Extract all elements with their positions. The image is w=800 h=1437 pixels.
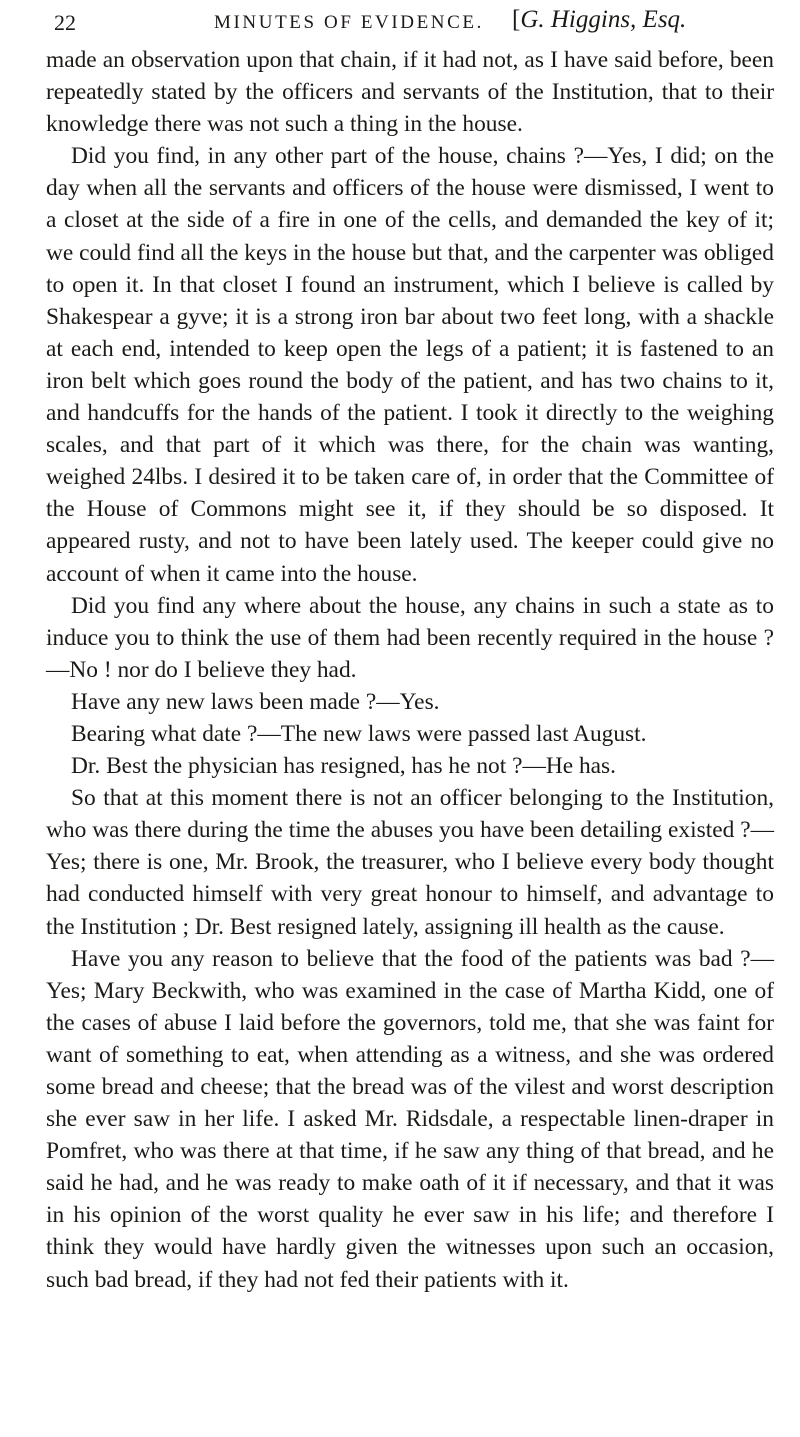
running-head (46, 6, 774, 44)
paragraph: Bearing what date ?—The new laws were passed last August. (71, 720, 647, 747)
body-text (46, 44, 774, 1296)
running-title: MINUTES OF EVIDENCE. (214, 12, 484, 33)
paragraph: Did you find, in any other part of the house, chains ?—Yes, I did; on the day when all the servants and officers of the house were dismissed, I went to a closet at the side of a fire in one of the cells, and demanded the key of it; we could find all the keys in the house but that, and the carpenter was obliged to open it. In that closet I found an instrument, which I believe is called by Shakespear a gyve; it is a strong iron bar about two feet long, with a shackle at each end, intended to keep open the legs of a patient; it is fastened to an iron belt which goes round the body of the patient, and has two chains to it, and handcuffs for the hands of the patient. I took it directly to the weighing scales, and that part of it which was there, for the chain was wanting, weighed 24lbs. I desired it to be taken care of, in order that the Committee of the House of Commons might see it, if they should be so disposed. It appeared rusty, and not to have been lately used. The keeper could give no account of when it came into the house. (46, 143, 774, 587)
witness-bracket: [ (512, 6, 521, 33)
page-number: 22 (54, 10, 76, 35)
paragraph: Dr. Best the physician has resigned, has he not ?—He has. (71, 753, 617, 780)
paragraph: Have any new laws been made ?—Yes. (71, 688, 440, 715)
paragraph: Did you find any where about the house, any chains in such a state as to induce you to think the use of them had been recently required in the house ?—No ! nor do I believe they had. (46, 592, 774, 683)
paragraph: Have you any reason to believe that the food of the patients was bad ?—Yes; Mary Beckwith, who was examined in the case of Martha Kidd, one of the cases of abuse I laid before the governors, told me, that she was faint for want of something to eat, when attending as a witness, and she was ordered some bread and cheese; that the bread was of the vilest and worst description she ever saw in her life. I asked Mr. Ridsdale, a respectable linen-draper in Pomfret, who was there at that time, if he saw any thing of that bread, and he said he had, and he was ready to make oath of it if necessary, and that it was in his opinion of the worst quality he ever saw in his life; and therefore I think they would have hardly given the witnesses upon such an occasion, such bad bread, if they had not fed their patients with it. (46, 945, 774, 1293)
witness-name (512, 6, 686, 34)
witness-name-text: G. Higgins, Esq. (520, 6, 687, 33)
document-page (46, 6, 774, 1296)
paragraph: made an observation upon that chain, if it had not, as I have said before, been repeatedly stated by the officers and servants of the Institution, that to their knowledge there was not such a thing in the house. (46, 47, 774, 138)
paragraph: So that at this moment there is not an officer belonging to the Institution, who was there during the time the abuses you have been detailing existed ?—Yes; there is one, Mr. Brook, the treasurer, who I believe every body thought had conducted himself with very great honour to himself, and advantage to the Institution ; Dr. Best resigned lately, assigning ill health as the cause. (46, 785, 774, 940)
